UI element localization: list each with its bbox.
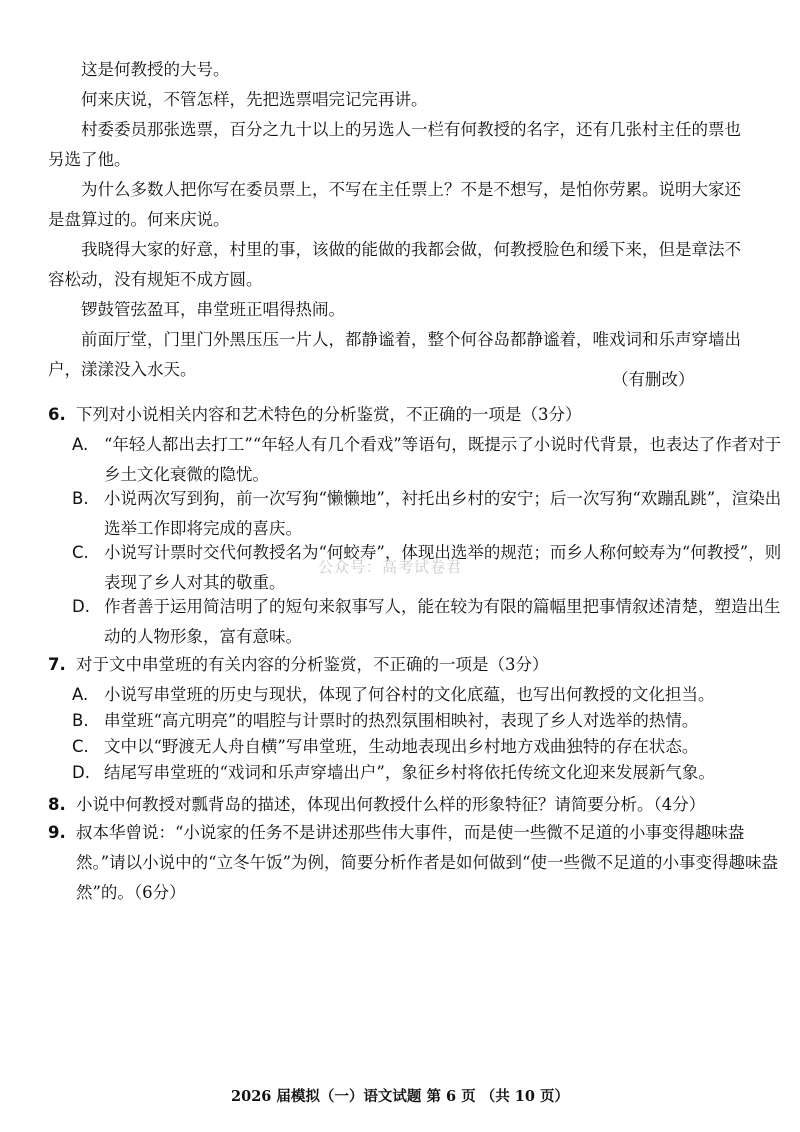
story-paragraph: 我晓得大家的好意，村里的事，该做的能做的我都会做，何教授脸色和缓下来，但是章法不容松动，没有规矩不成方圆。 [48,240,741,289]
question-text: 叔本华曾说：“小说家的任务不是讲述那些伟大事件，而是使一些微不足道的小事变得趣味盎然。”请以小说中的“立冬午饭”为例，简要分析作者是如何做到“使一些微不足道的小事变得趣味盎然”的。（6分） [76,823,778,902]
revision-note: （有删改） [612,370,695,389]
question-text: 对于文中串堂班的有关内容的分析鉴赏，不正确的一项是（3分） [76,655,549,674]
question-number: 8. [48,795,66,814]
option-text: “年轻人都出去打工”“年轻人有几个看戏”等语句，既提示了小说时代背景，也表达了作者对于乡土文化衰微的隐忧。 [104,435,782,484]
story-paragraph: 为什么多数人把你写在委员票上，不写在主任票上？不是不想写，是怕你劳累。说明大家还是盘算过的。何来庆说。 [48,180,741,229]
question-text: 下列对小说相关内容和艺术特色的分析鉴赏，不正确的一项是（3分） [76,405,582,424]
option-label: C. [72,543,89,562]
option-text: 小说写串堂班的历史与现状，体现了何谷村的文化底蕴，也写出何教授的文化担当。 [104,685,715,704]
question-6-option-b [72,484,788,544]
option-label: A. [72,435,89,454]
option-text: 小说写计票时交代何教授名为“何蛟寿”，体现出选举的规范；而乡人称何蛟寿为“何教授”，则表现了乡人对其的敬重。 [104,543,782,592]
option-label: B. [72,489,89,508]
question-number: 6. [48,405,66,424]
option-text: 作者善于运用简洁明了的短句来叙事写人，能在较为有限的篇幅里把事情叙述清楚，塑造出生动的人物形象，富有意味。 [104,597,781,646]
question-9-stem [48,818,782,908]
story-paragraph: 前面厅堂，门里门外黑压压一片人，都静谧着，整个何谷岛都静谧着，唯戏词和乐声穿墙出户，漾漾没入水天。 [48,330,741,379]
question-text: 小说中何教授对瓢背岛的描述，体现出何教授什么样的形象特征？请简要分析。（4分） [76,795,706,814]
option-label: A. [72,685,89,704]
question-8-stem [48,790,754,820]
story-paragraph: 这是何教授的大号。 [81,60,230,79]
question-6-option-a [72,430,788,490]
question-7-option-d [72,758,788,788]
option-text: 串堂班“高亢明亮”的唱腔与计票时的热烈氛围相映衬，表现了乡人对选举的热情。 [104,711,699,730]
option-text: 文中以“野渡无人舟自横”写串堂班，生动地表现出乡村地方戏曲独特的存在状态。 [104,737,699,756]
option-label: D. [72,763,90,782]
question-number: 7. [48,655,66,674]
watermark: 公众号：高考试卷君 [318,558,463,576]
story-paragraph: 锣鼓管弦盈耳，串堂班正唱得热闹。 [81,300,345,319]
story-paragraph: 村委委员那张选票，百分之九十以上的另选人一栏有何教授的名字，还有几张村主任的票也另选了他。 [48,120,741,169]
option-text: 小说两次写到狗，前一次写狗“懒懒地”，衬托出乡村的安宁；后一次写狗“欢蹦乱跳”，渲染出选举工作即将完成的喜庆。 [104,489,782,538]
question-6-stem [48,400,754,430]
page-footer: 2026 届模拟（一）语文试题 第 6 页 （共 10 页） [231,1088,569,1105]
option-label: D. [72,597,90,616]
question-number: 9. [48,823,66,842]
option-text: 结尾写串堂班的“戏词和乐声穿墙出户”，象征乡村将依托传统文化迎来发展新气象。 [104,763,715,782]
question-6-option-d [72,592,788,652]
option-label: B. [72,711,89,730]
option-label: C. [72,737,89,756]
question-7-stem [48,650,754,680]
story-paragraph: 何来庆说，不管怎样，先把选票唱完记完再讲。 [81,90,428,109]
